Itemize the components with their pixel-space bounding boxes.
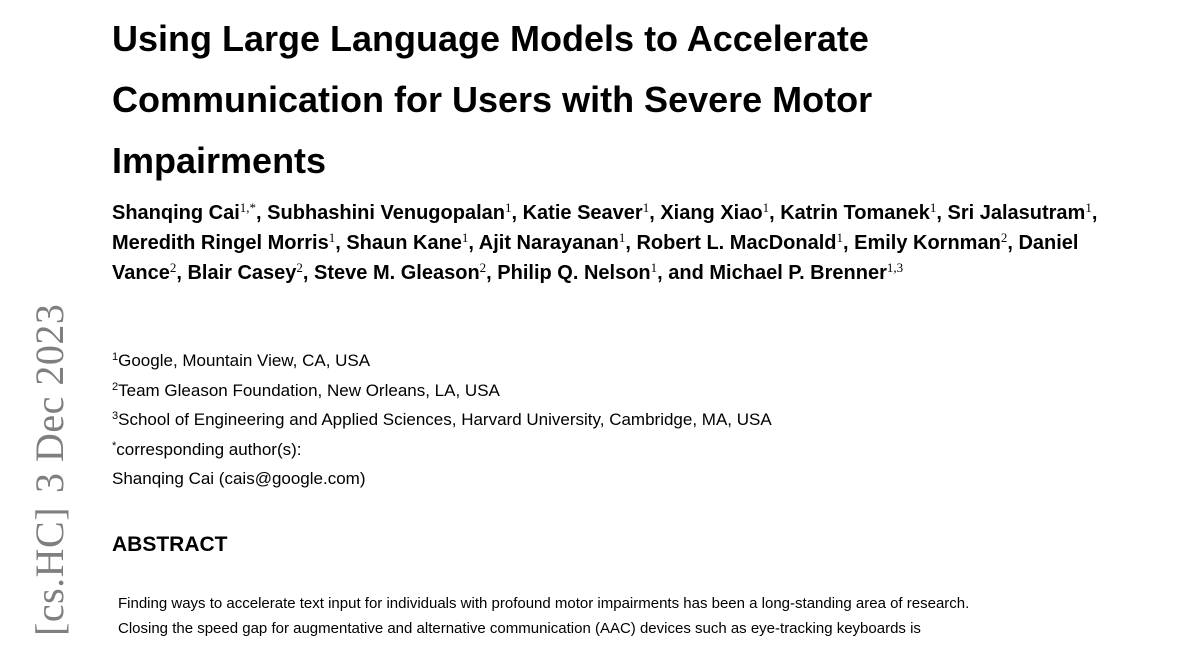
author-affiliation-mark: 1: [504, 200, 512, 215]
author-name: Blair Casey: [187, 262, 297, 284]
author-name: Steve M. Gleason: [314, 262, 480, 284]
author-name: Katie Seaver: [522, 202, 643, 224]
author-affiliation-mark: 2: [1000, 230, 1008, 245]
author-affiliation-mark: 2: [296, 260, 303, 275]
author-separator: ,: [936, 202, 948, 224]
abstract-heading: ABSTRACT: [112, 533, 228, 556]
arxiv-category: [cs.HC]: [27, 506, 72, 636]
arxiv-side-stamp: [27, 303, 72, 636]
affiliation-text: Team Gleason Foundation, New Orleans, LA, USA: [118, 380, 500, 400]
affiliation-mark: *: [112, 439, 117, 452]
author-separator: ,: [486, 262, 498, 284]
arxiv-date: 3 Dec 2023: [27, 303, 72, 493]
author-separator: ,: [1007, 232, 1019, 254]
author-name: Shanqing Cai: [112, 202, 240, 224]
author-name: Xiang Xiao: [660, 202, 763, 224]
author-affiliation-mark: 1: [650, 260, 658, 275]
author-affiliation-mark: 1: [328, 230, 336, 245]
author-affiliation-mark: 1,*: [239, 200, 257, 215]
affiliation-list: [112, 346, 1112, 494]
author-affiliation-mark: 1: [461, 230, 469, 245]
contact-line: [112, 464, 1112, 494]
affiliation-text: Google, Mountain View, CA, USA: [118, 351, 371, 370]
author-affiliation-mark: 2: [169, 260, 177, 275]
affiliation-text: Shanqing Cai (cais@google.com): [112, 469, 366, 488]
author-affiliation-mark: 1: [929, 200, 937, 215]
affiliation-line: [112, 346, 1112, 376]
author-separator: ,: [302, 262, 315, 284]
author-affiliation-mark: 1: [836, 230, 843, 245]
author-separator: ,: [769, 202, 781, 224]
author-list: [112, 198, 1122, 288]
author-separator: ,: [649, 202, 661, 224]
author-affiliation-mark: 1,3: [886, 260, 904, 275]
affiliation-mark: 3: [112, 410, 119, 422]
author-separator: ,: [1091, 202, 1098, 224]
author-name: Emily Kornman: [854, 232, 1001, 254]
affiliation-mark: 1: [112, 351, 119, 363]
author-affiliation-mark: 1: [1085, 200, 1092, 215]
author-separator: ,: [842, 232, 855, 254]
author-separator: ,: [256, 202, 268, 224]
author-name: Philip Q. Nelson: [497, 262, 651, 284]
author-name: Michael P. Brenner: [709, 262, 887, 284]
author-separator: ,: [176, 262, 188, 284]
author-affiliation-mark: 2: [479, 260, 487, 275]
paper-title: Using Large Language Models to Accelerate Communication for Users with Severe Motor Impairments: [112, 18, 873, 181]
affiliation-text: School of Engineering and Applied Sciences, Harvard University, Cambridge, MA, USA: [118, 410, 772, 429]
author-separator: ,: [511, 202, 523, 224]
author-name: Robert L. MacDonald: [636, 232, 837, 254]
author-name: Ajit Narayanan: [478, 232, 619, 254]
author-name: Katrin Tomanek: [780, 202, 930, 224]
affiliation-line: [112, 376, 1112, 406]
abstract-line: Closing the speed gap for augmentative and alternative communication (AAC) devices such as eye-tracking keyboards is: [118, 620, 921, 637]
abstract-line: Finding ways to accelerate text input for individuals with profound motor impairments has been a long-standing area of research.: [118, 595, 970, 612]
author-affiliation-mark: 1: [762, 200, 770, 215]
affiliation-line: [112, 435, 1112, 465]
author-name: Sri Jalasutram: [947, 202, 1086, 224]
author-name: Daniel Vance: [112, 232, 1079, 284]
author-separator: ,: [625, 232, 637, 254]
author-affiliation-mark: 1: [618, 230, 626, 245]
author-separator: ,: [468, 232, 479, 254]
author-name: Meredith Ringel Morris: [112, 232, 329, 254]
author-affiliation-mark: 1: [642, 200, 650, 215]
abstract-body: [118, 591, 1118, 641]
author-separator: ,: [335, 232, 347, 254]
author-name: Shaun Kane: [346, 232, 462, 254]
author-separator: , and: [657, 262, 710, 284]
author-name: Subhashini Venugopalan: [267, 202, 505, 224]
affiliation-mark: 2: [112, 380, 119, 393]
affiliation-text: corresponding author(s):: [116, 439, 302, 459]
affiliation-line: [112, 405, 1112, 435]
